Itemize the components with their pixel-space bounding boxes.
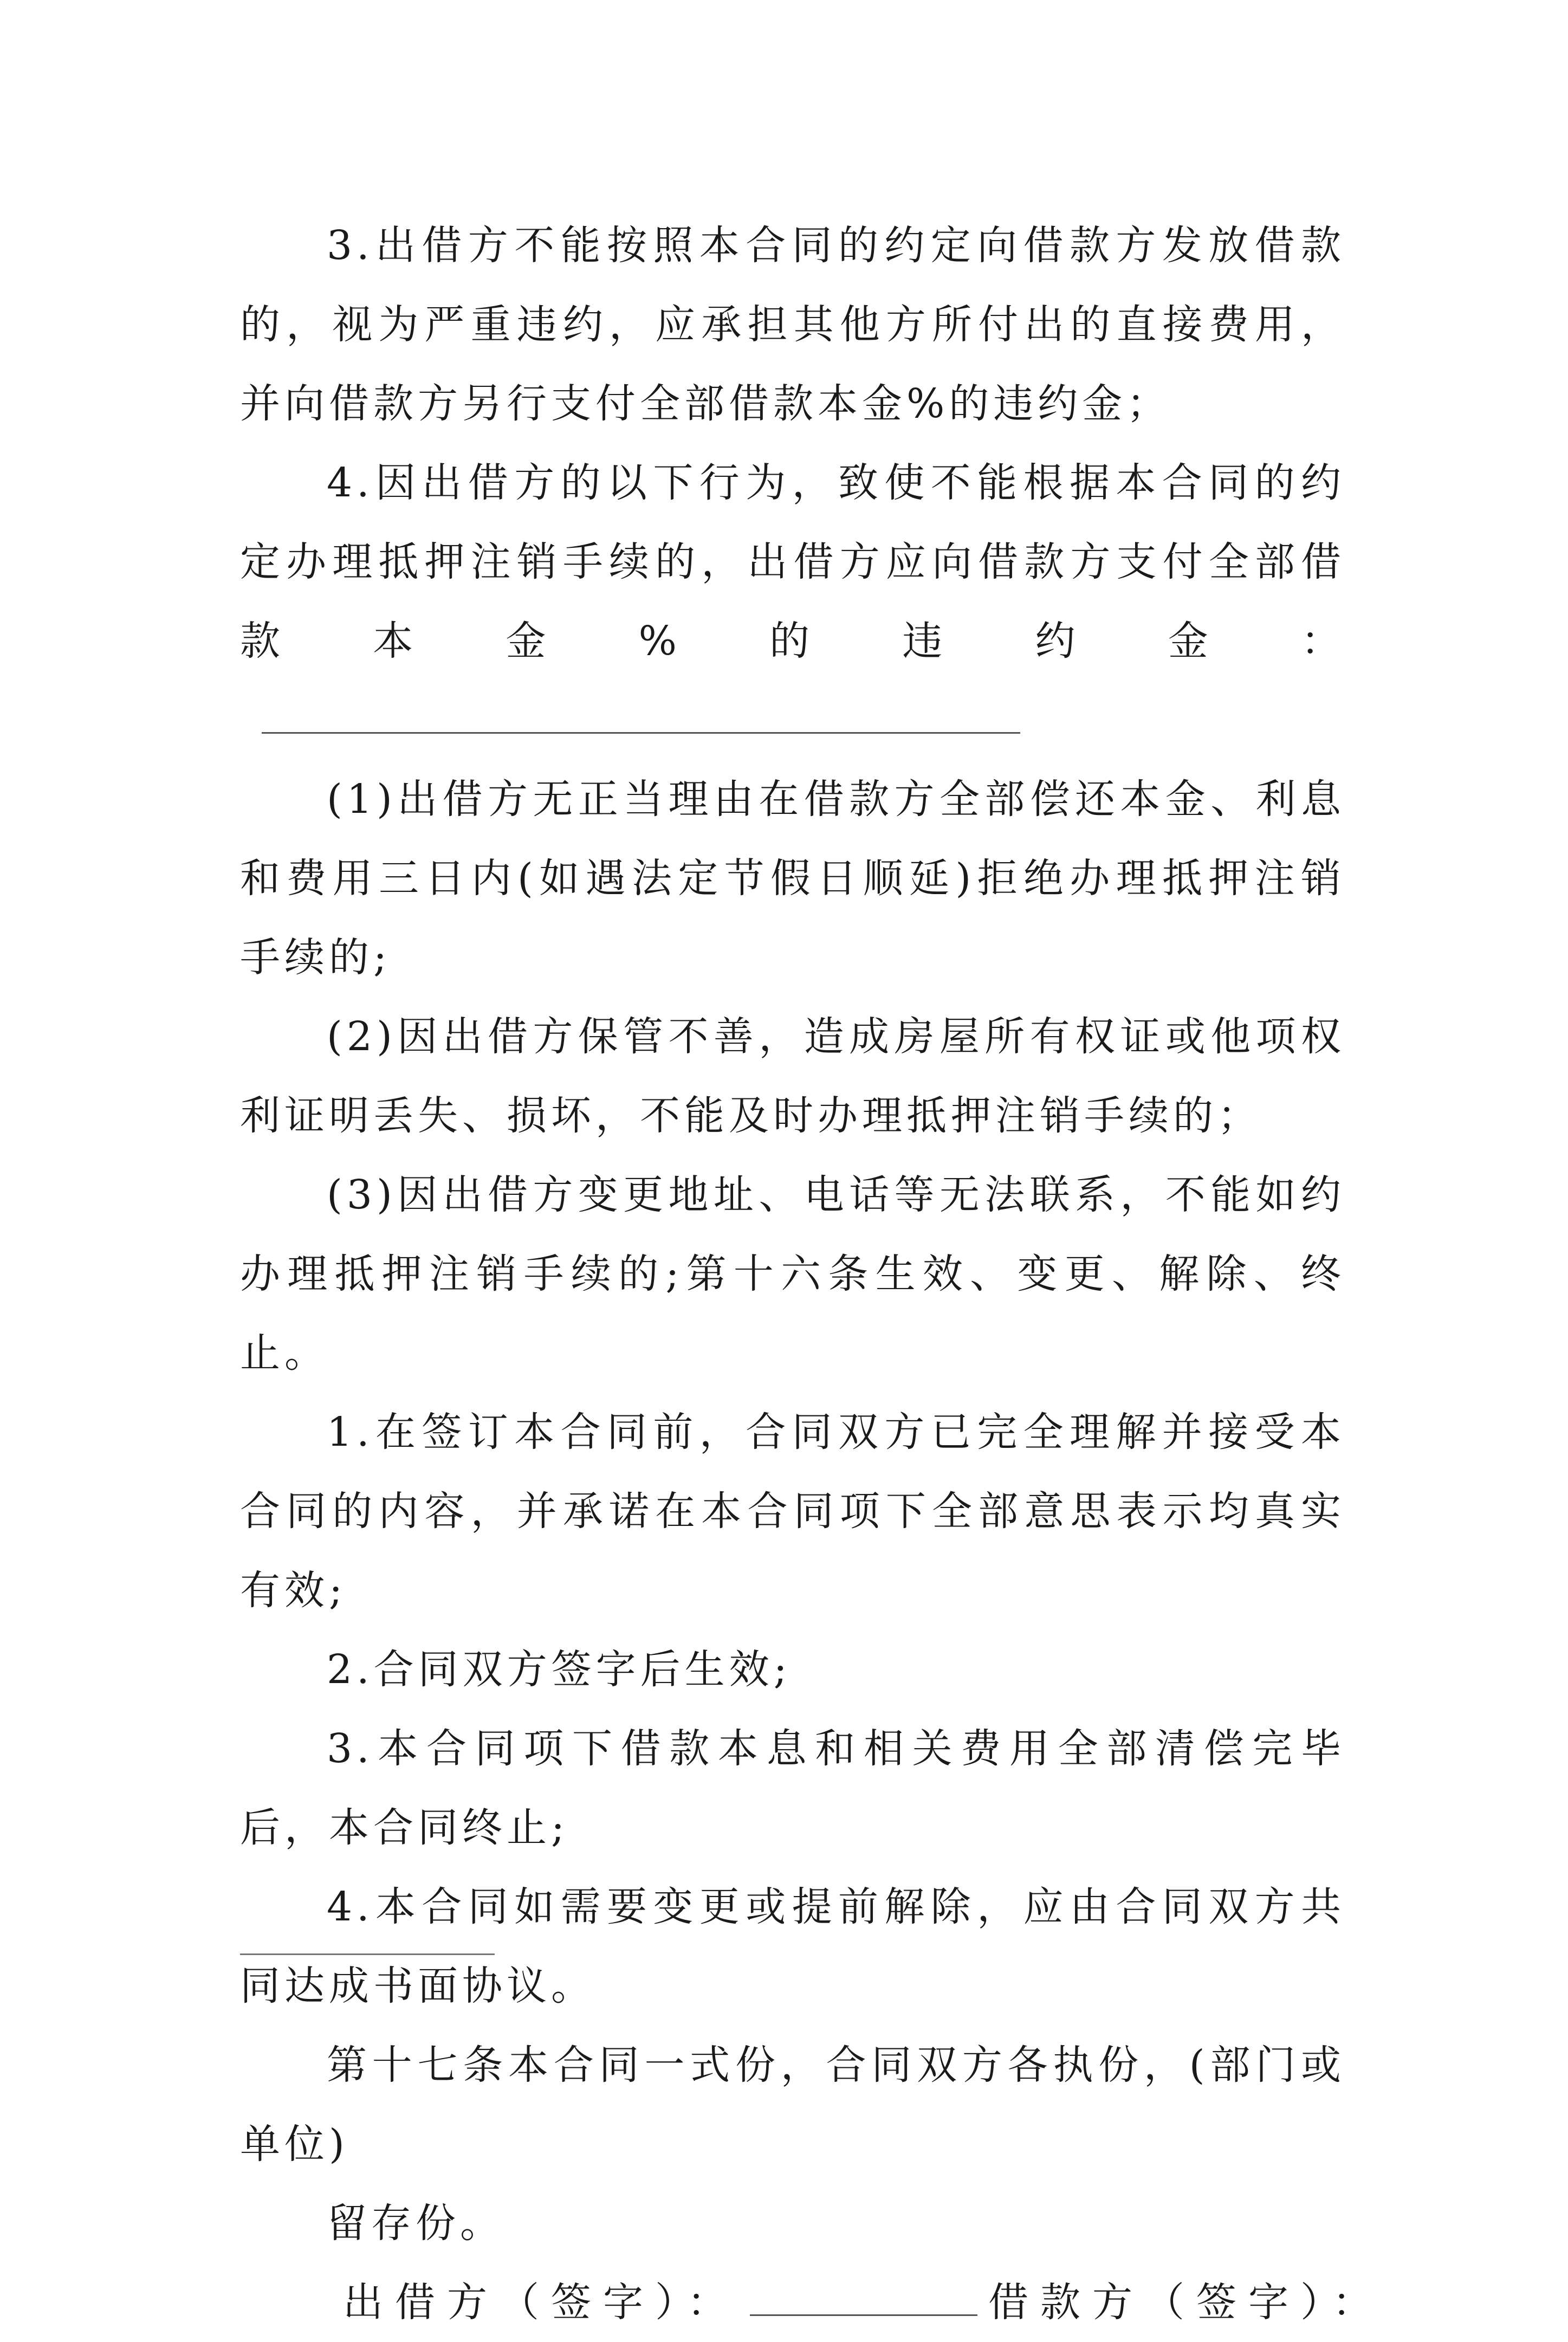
- article-17-continued: 留存份。: [327, 2200, 504, 2247]
- sub-clause-1: (1)出借方无正当理由在借款方全部偿还本金、利息和费用三日内(如遇法定节假日顺延)拒绝办理抵押注销手续的;: [240, 776, 1345, 981]
- article-16-item-2: 2.合同双方签字后生效;: [327, 1646, 792, 1693]
- clause-4-text: 4.因出借方的以下行为，致使不能根据本合同的约定办理抵押注销手续的，出借方应向借款方支付全部借款本金%的违约金：: [240, 460, 1345, 664]
- clause-3-lender-default: 3.出借方不能按照本合同的约定向借款方发放借款的，视为严重违约，应承担其他方所付出的直接费用，并向借款方另行支付全部借款本金%的违约金；: [240, 222, 1345, 427]
- contract-body: [240, 206, 1384, 2342]
- borrower-signature-blank: [240, 1953, 495, 1955]
- lender-signature-blank: [750, 2282, 977, 2316]
- article-16-item-1: 1.在签订本合同前，合同双方已完全理解并接受本合同的内容，并承诺在本合同项下全部意思表示均真实有效;: [240, 1409, 1345, 1614]
- penalty-blank-line: [262, 700, 1020, 734]
- borrower-signature-label: 借款方（签字）：: [988, 2279, 1384, 2326]
- signature-line: [240, 2263, 1384, 2342]
- article-16-item-4: 4.本合同如需要变更或提前解除，应由合同双方共同达成书面协议。: [240, 1884, 1345, 2009]
- lender-signature-label: 出借方（签字）：: [343, 2279, 739, 2326]
- article-17: 第十七条本合同一式份，合同双方各执份，(部门或单位): [240, 2042, 1345, 2168]
- sub-clause-2: (2)因出借方保管不善，造成房屋所有权证或他项权利证明丢失、损坏，不能及时办理抵押注销手续的；: [240, 1013, 1345, 1139]
- article-16-item-3: 3.本合同项下借款本息和相关费用全部清偿完毕后，本合同终止;: [240, 1725, 1345, 1851]
- sub-clause-3: (3)因出借方变更地址、电话等无法联系，不能如约办理抵押注销手续的;第十六条生效、变更、解除、终止。: [240, 1172, 1345, 1376]
- clause-4-mortgage-cancellation: [240, 443, 1345, 760]
